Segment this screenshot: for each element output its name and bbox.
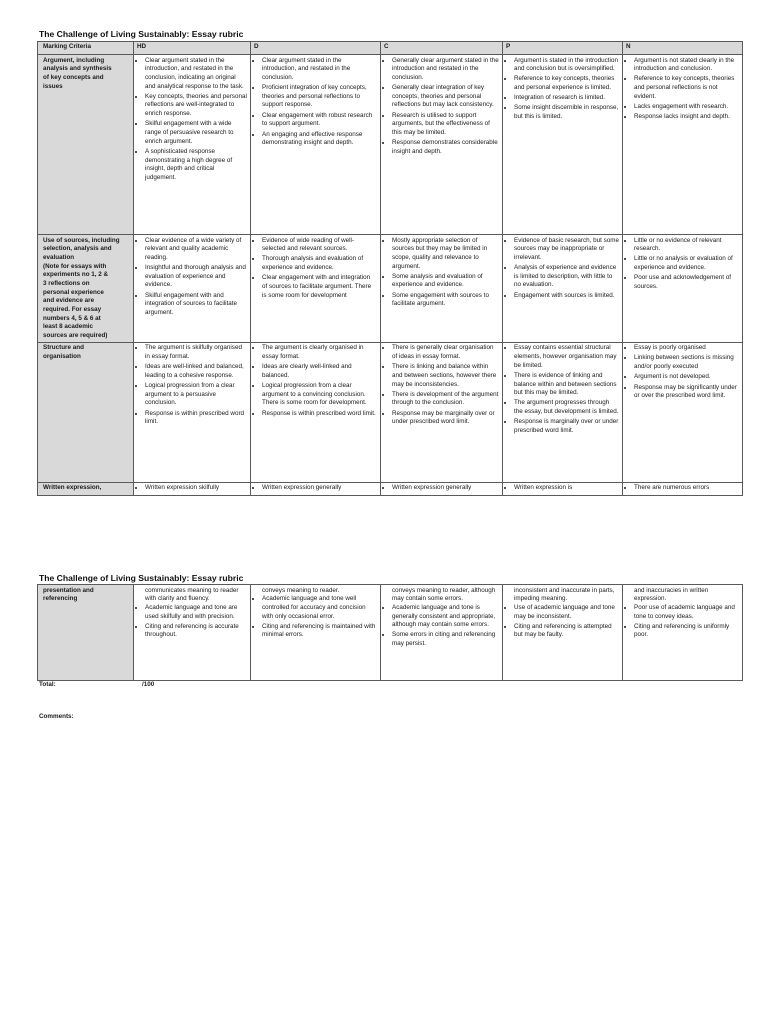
descriptor-item: • The argument progresses through the essay, but development is limited. <box>514 399 619 416</box>
descriptor-item: • Argument is stated in the introduction and conclusion but is oversimplified. <box>514 57 619 74</box>
descriptor-item: • Some analysis and evaluation of experience and evidence. <box>392 273 499 290</box>
rubric-row-presentation <box>38 585 743 681</box>
descriptor-item: • Some engagement with sources to facilitate argument. <box>392 292 499 309</box>
descriptor-list <box>254 57 377 148</box>
descriptor-item: • Ideas are clearly well-linked and balanced. <box>262 363 377 380</box>
criterion-line: Argument, including <box>43 56 105 64</box>
descriptor-list <box>254 237 377 301</box>
descriptor-item: • Skilful engagement with a wide range of persuasive research to enrich argument. <box>145 120 247 146</box>
criterion-line: evaluation <box>43 253 75 261</box>
descriptor-list <box>137 237 247 318</box>
descriptor-item: • The argument is skilfully organised in essay format. <box>145 344 247 361</box>
descriptor-item: • Reference to key concepts, theories and personal reflections is not evident. <box>634 75 739 101</box>
rubric-cell-hd <box>134 235 251 343</box>
criterion-cell <box>38 55 134 235</box>
header-d: D <box>251 42 381 55</box>
descriptor-item: • Argument is not developed. <box>634 373 739 382</box>
descriptor-item: • Little or no analysis or evaluation of experience and evidence. <box>634 255 739 272</box>
descriptor-item: • Clear argument stated in the introduction, and restated in the conclusion. <box>262 57 377 83</box>
descriptor-item: • Response may be significantly under or over the prescribed word limit. <box>634 384 739 401</box>
criterion-line: Structure and <box>43 344 84 352</box>
descriptor-list <box>384 57 499 157</box>
criterion-line: referencing <box>43 595 78 603</box>
descriptor-item: • Poor use of academic language and tone to convey ideas. <box>634 604 739 621</box>
descriptor-item: • Response is marginally over or under prescribed word limit. <box>514 418 619 435</box>
descriptor-item: • Insightful and thorough analysis and evaluation of experience and evidence. <box>145 264 247 290</box>
criterion-line: selection, analysis and <box>43 245 112 253</box>
descriptor-list <box>626 344 739 401</box>
descriptor-list <box>384 484 499 493</box>
descriptor-list <box>137 344 247 427</box>
descriptor-item: • Integration of research is limited. <box>514 94 619 103</box>
descriptor-item: • Academic language and tone is generally consistent and appropriate, although may contain some errors. <box>392 604 499 630</box>
header-c: C <box>381 42 503 55</box>
criterion-cell <box>38 235 134 343</box>
criterion-line: required. For essay <box>43 306 102 313</box>
criterion-cell <box>38 482 134 496</box>
descriptor-list <box>254 595 377 640</box>
rubric-cell-c <box>381 585 503 681</box>
criterion-line: Written expression, <box>43 484 102 492</box>
descriptor-item: • There is development of the argument through to the conclusion. <box>392 391 499 408</box>
descriptor-item: • Written expression generally <box>392 484 499 493</box>
criterion-line: experiments no 1, 2 & <box>43 271 109 279</box>
descriptor-list <box>506 344 619 435</box>
descriptor-list <box>506 484 619 493</box>
descriptor-item: • Reference to key concepts, theories and personal experience is limited. <box>514 75 619 92</box>
descriptor-item: • Some errors in citing and referencing may persist. <box>392 631 499 648</box>
rubric-row-sources <box>38 235 743 343</box>
descriptor-item: • Citing and referencing is maintained with minimal errors. <box>262 623 377 640</box>
descriptor-item: • Engagement with sources is limited. <box>514 292 619 301</box>
rubric-cell-d <box>251 585 381 681</box>
criterion-line: and evidence are <box>43 297 95 305</box>
descriptor-item: • Argument is not stated clearly in the introduction and conclusion. <box>634 57 739 74</box>
rubric-row-written-expression <box>38 482 743 496</box>
rubric-cell-n <box>623 342 743 482</box>
descriptor-item: • Academic language and tone well controlled for accuracy and concision with only occasional error. <box>262 595 377 621</box>
rubric-row-argument <box>38 55 743 235</box>
descriptor-item: • Thorough analysis and evaluation of experience and evidence. <box>262 255 377 272</box>
descriptor-item: • Mostly appropriate selection of sources but they may be limited in scope, quality and relevance to argument. <box>392 237 499 272</box>
page-title-continued: The Challenge of Living Sustainably: Essay rubric <box>39 573 244 583</box>
descriptor-item: • There is evidence of linking and balance within and between sections but this may be limited. <box>514 372 619 398</box>
rubric-header-row <box>38 42 743 55</box>
descriptor-item: • There is linking and balance within and between sections, however there may be inconsistencies. <box>392 363 499 389</box>
rubric-cell-p <box>503 585 623 681</box>
descriptor-list <box>626 237 739 292</box>
criterion-line: (Note for essays with <box>43 262 107 270</box>
descriptor-list <box>384 344 499 427</box>
header-marking-criteria: Marking Criteria <box>38 42 134 55</box>
rubric-cell-d <box>251 342 381 482</box>
descriptor-item: • Proficient integration of key concepts, theories and personal reflections to support response. <box>262 84 377 110</box>
descriptor-item: • Generally clear argument stated in the introduction and restated in the conclusion. <box>392 57 499 83</box>
criterion-line: numbers 4, 5 & 6 at <box>43 314 101 322</box>
descriptor-item: • Response is within prescribed word limit. <box>145 410 247 427</box>
descriptor-item: • Written expression skilfully <box>145 484 247 493</box>
criterion-line: organisation <box>43 352 81 360</box>
rubric-cell-p <box>503 342 623 482</box>
criterion-line: of key concepts and <box>43 73 104 81</box>
descriptor-item: • Some insight discernible in response, but this is limited. <box>514 104 619 121</box>
rubric-cell-n <box>623 482 743 496</box>
header-n: N <box>623 42 743 55</box>
descriptor-list <box>254 344 377 418</box>
descriptor-item: • Essay is poorly organised <box>634 344 739 353</box>
rubric-cell-c <box>381 482 503 496</box>
descriptor-item: • Ideas are well-linked and balanced, leading to a cohesive response. <box>145 363 247 380</box>
descriptor-item: • Skilful engagement with and integration of sources to facilitate argument. <box>145 292 247 318</box>
rubric-cell-hd <box>134 585 251 681</box>
comments-label: Comments: <box>39 713 74 720</box>
criterion-cell <box>38 585 134 681</box>
descriptor-item: • Citing and referencing is uniformly poor. <box>634 623 739 640</box>
rubric-cell-n <box>623 585 743 681</box>
total-value: /100 <box>142 681 155 688</box>
descriptor-list <box>506 604 619 640</box>
descriptor-item: • Clear evidence of a wide variety of relevant and quality academic reading. <box>145 237 247 263</box>
descriptor-item: • Use of academic language and tone may be inconsistent. <box>514 604 619 621</box>
rubric-cell-hd <box>134 482 251 496</box>
descriptor-item: • There are numerous errors <box>634 484 739 493</box>
rubric-cell-hd <box>134 55 251 235</box>
descriptor-item: • Written expression generally <box>262 484 377 493</box>
criterion-line: presentation and <box>43 586 94 594</box>
descriptor-item: • Evidence of wide reading of well-selected and relevant sources. <box>262 237 377 254</box>
rubric-cell-c <box>381 235 503 343</box>
descriptor-item: • Written expression is <box>514 484 619 493</box>
descriptor-item: • Response demonstrates considerable insight and depth. <box>392 139 499 156</box>
rubric-row-structure <box>38 342 743 482</box>
rubric-cell-p <box>503 235 623 343</box>
rubric-cell-d <box>251 55 381 235</box>
criterion-line: analysis and synthesis <box>43 65 112 73</box>
descriptor-list <box>137 604 247 640</box>
descriptor-item: • Generally clear integration of key concepts, theories and personal reflections but may lack consistency. <box>392 84 499 110</box>
descriptor-item: • Logical progression from a clear argument to a persuasive conclusion. <box>145 382 247 408</box>
descriptor-list <box>254 484 377 493</box>
descriptor-item: • Academic language and tone are used skilfully and with precision. <box>145 604 247 621</box>
descriptor-list <box>626 604 739 640</box>
criterion-line: sources are required) <box>43 332 108 340</box>
descriptor-item: • Key concepts, theories and personal reflections are well-integrated to enrich response. <box>145 93 247 119</box>
header-hd: HD <box>134 42 251 55</box>
descriptor-item: • Response lacks insight and depth. <box>634 113 739 122</box>
descriptor-item: • Research is utilised to support arguments, but the effectiveness of this may be limited. <box>392 112 499 138</box>
descriptor-item: • Linking between sections is missing and/or poorly executed <box>634 354 739 371</box>
rubric-cell-c <box>381 342 503 482</box>
descriptor-item: • Analysis of experience and evidence is limited to description, with little to no evaluation. <box>514 264 619 290</box>
descriptor-item: • Evidence of basic research, but some sources may be inappropriate or irrelevant. <box>514 237 619 263</box>
descriptor-item: • The argument is clearly organised in essay format. <box>262 344 377 361</box>
rubric-table-continued <box>37 584 743 681</box>
descriptor-list <box>626 57 739 122</box>
rubric-cell-d <box>251 235 381 343</box>
criterion-line: Use of sources, including <box>43 236 120 244</box>
descriptor-continuation: and inaccuracies in written expression. <box>634 586 709 603</box>
descriptor-item: • Citing and referencing is accurate throughout. <box>145 623 247 640</box>
rubric-cell-n <box>623 235 743 343</box>
criterion-line: issues <box>43 82 63 90</box>
total-label: Total: <box>39 681 56 688</box>
criterion-line: personal experience <box>43 288 104 296</box>
descriptor-item: • Essay contains essential structural elements, however organisation may be limited. <box>514 344 619 370</box>
descriptor-list <box>506 237 619 301</box>
descriptor-item: • Clear argument stated in the introduction, and restated in the conclusion, indicating an original and analytical response to the task. <box>145 57 247 92</box>
descriptor-item: • Clear engagement with robust research to support argument. <box>262 112 377 129</box>
descriptor-continuation: conveys meaning to reader. <box>262 586 340 594</box>
descriptor-item: • There is generally clear organisation of ideas in essay format. <box>392 344 499 361</box>
page-title: The Challenge of Living Sustainably: Essay rubric <box>39 29 244 39</box>
criterion-cell <box>38 342 134 482</box>
rubric-cell-hd <box>134 342 251 482</box>
criterion-line: 3 reflections on <box>43 279 90 287</box>
descriptor-continuation: inconsistent and inaccurate in parts, impeding meaning. <box>514 586 615 603</box>
criterion-line: least 8 academic <box>43 323 94 331</box>
descriptor-item: • Lacks engagement with research. <box>634 103 739 112</box>
descriptor-item: • Logical progression from a clear argument to a convincing conclusion. There is some room for development. <box>262 382 377 408</box>
descriptor-item: • Response may be marginally over or under prescribed word limit. <box>392 410 499 427</box>
descriptor-item: • Little or no evidence of relevant research. <box>634 237 739 254</box>
descriptor-item: • A sophisticated response demonstrating a high degree of insight, depth and critical judgement. <box>145 148 247 183</box>
descriptor-item: • Response is within prescribed word limit. <box>262 410 377 419</box>
rubric-cell-d <box>251 482 381 496</box>
descriptor-list <box>137 484 247 493</box>
rubric-cell-p <box>503 482 623 496</box>
rubric-cell-c <box>381 55 503 235</box>
rubric-cell-p <box>503 55 623 235</box>
descriptor-item: • Clear engagement with and integration of sources to facilitate argument. There is some room for development <box>262 274 377 300</box>
descriptor-item: • Citing and referencing is attempted but may be faulty. <box>514 623 619 640</box>
descriptor-list <box>137 57 247 183</box>
descriptor-continuation: communicates meaning to reader with clarity and fluency. <box>145 586 239 603</box>
descriptor-item: • Poor use and acknowledgement of sources. <box>634 274 739 291</box>
descriptor-list <box>626 484 739 493</box>
descriptor-list <box>384 604 499 649</box>
header-p: P <box>503 42 623 55</box>
descriptor-item: • An engaging and effective response demonstrating insight and depth. <box>262 131 377 148</box>
descriptor-continuation: conveys meaning to reader, although may contain some errors. <box>392 586 496 603</box>
descriptor-list <box>506 57 619 122</box>
descriptor-list <box>384 237 499 310</box>
rubric-table <box>37 41 743 496</box>
rubric-cell-n <box>623 55 743 235</box>
